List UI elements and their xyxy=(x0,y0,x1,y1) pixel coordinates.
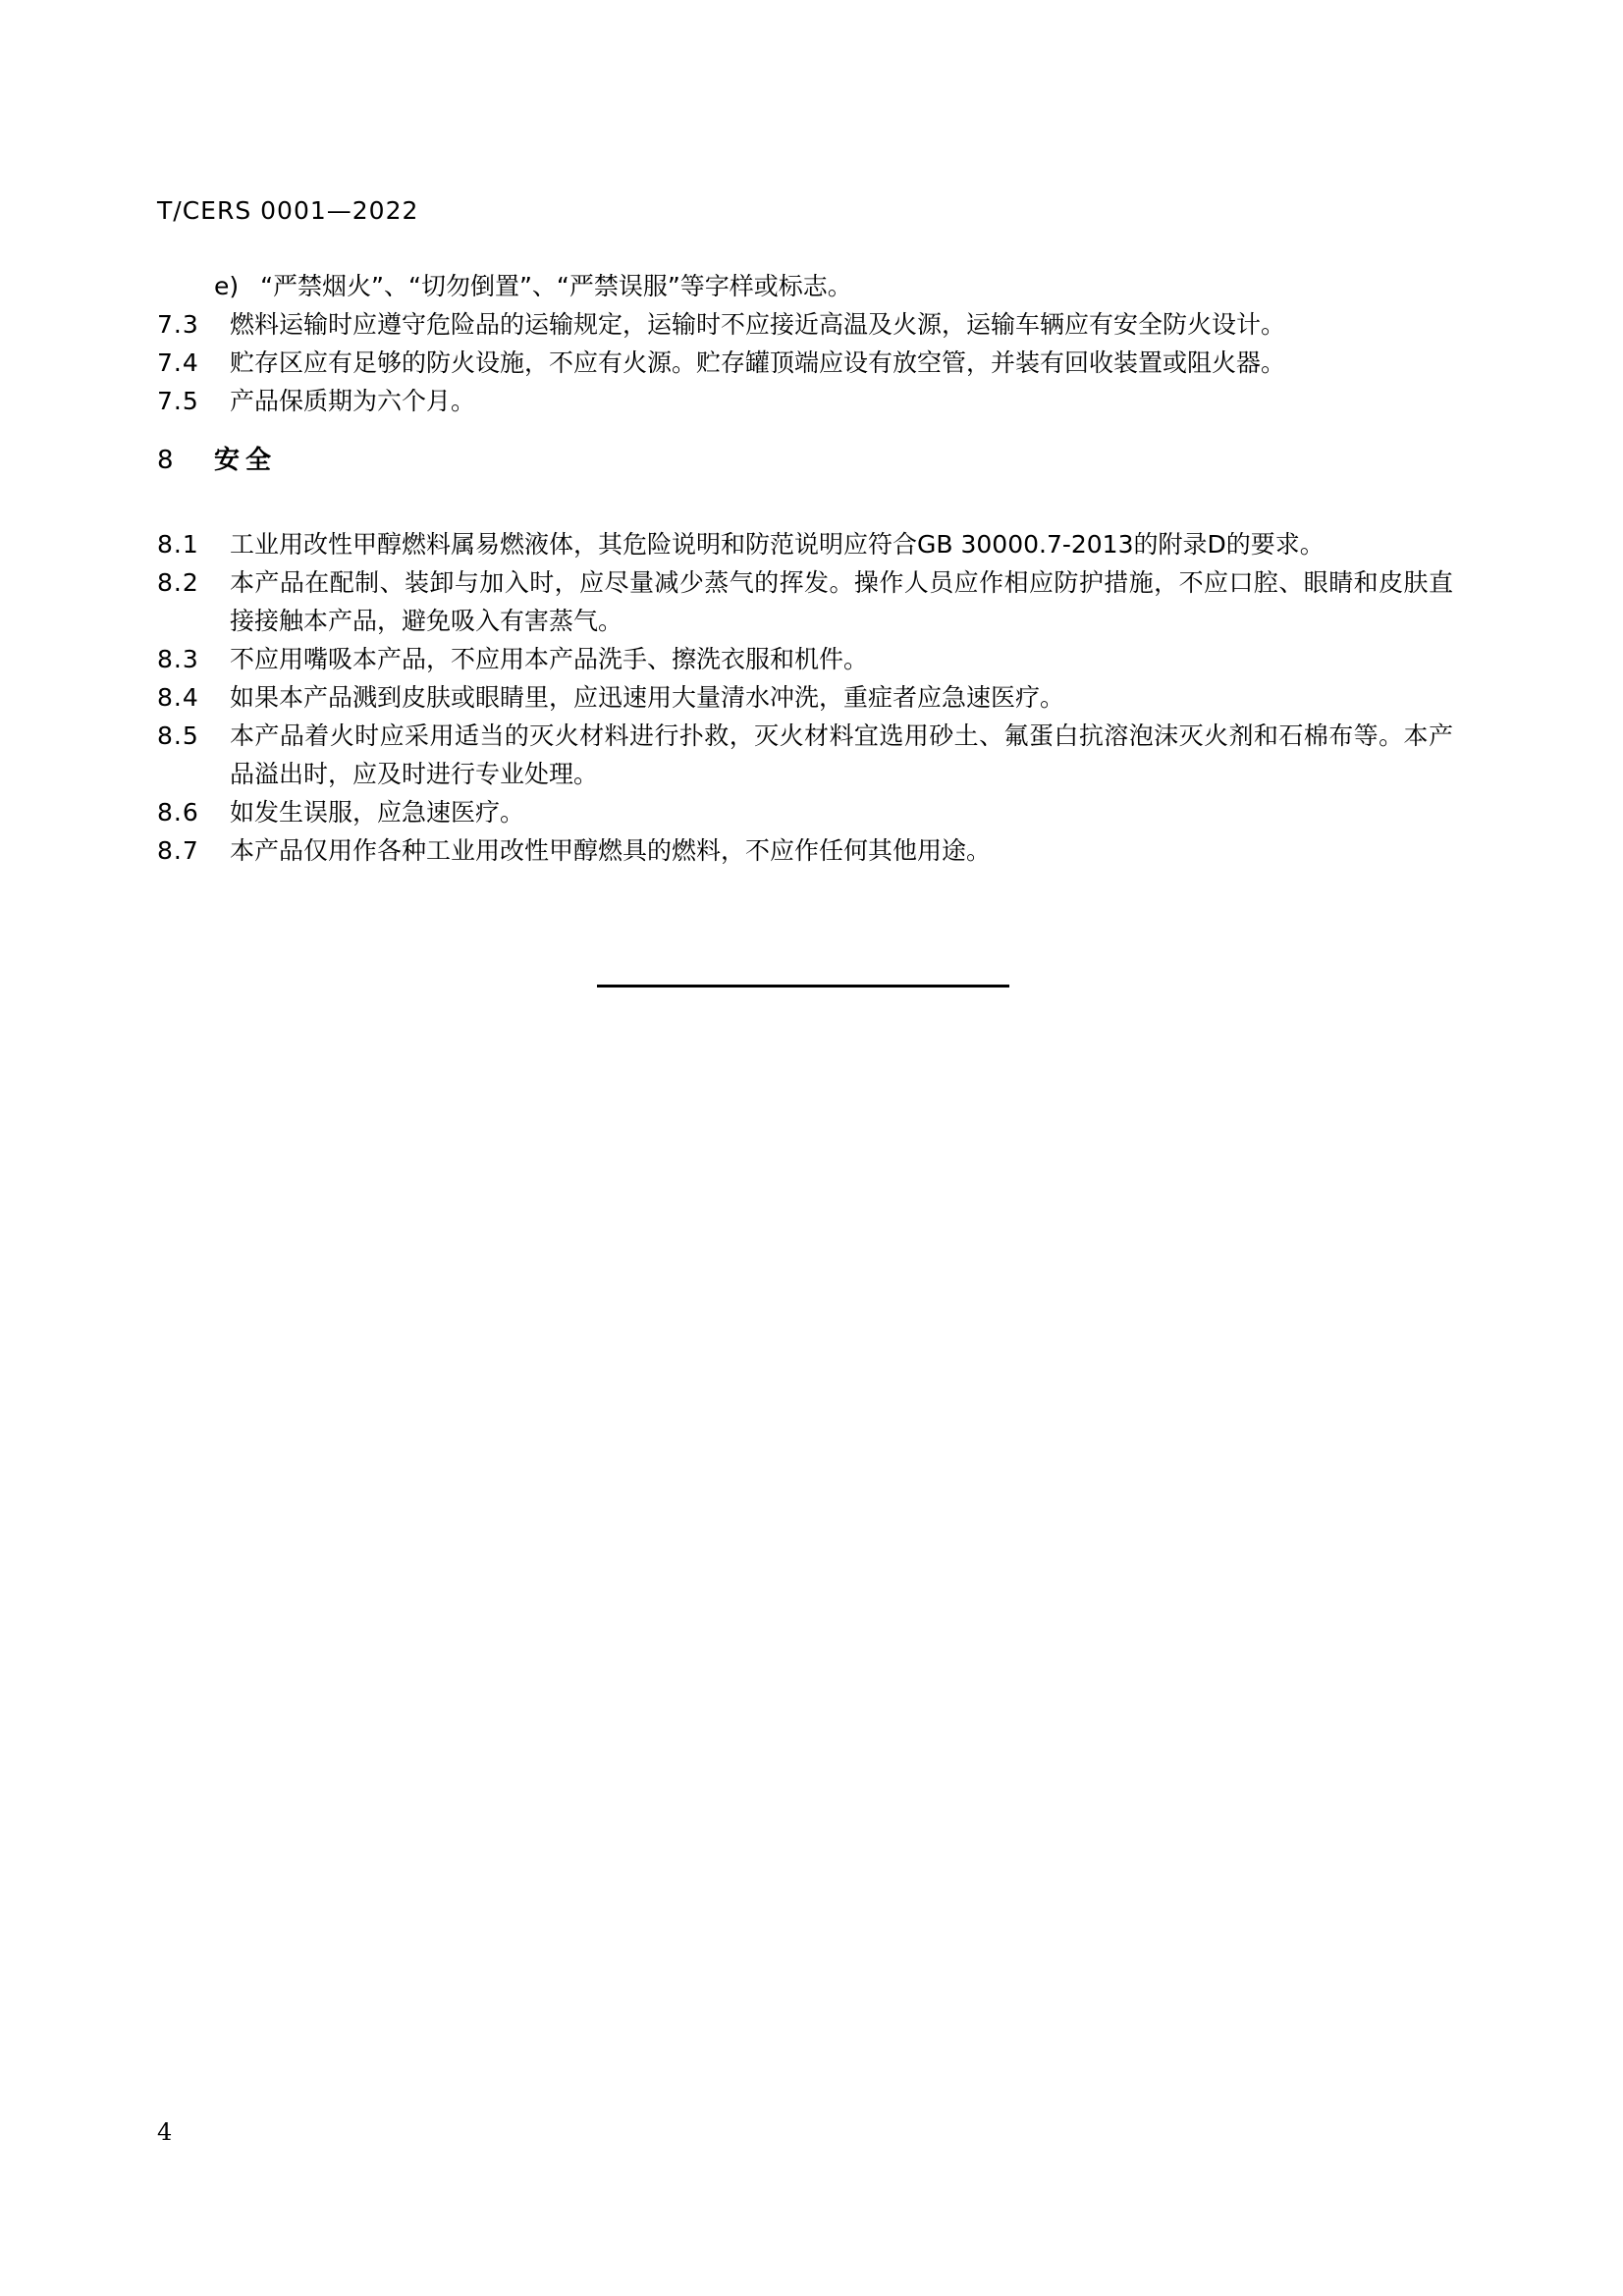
clause-text: 贮存区应有足够的防火设施，不应有火源。贮存罐顶端应设有放空管，并装有回收装置或阻火器。 xyxy=(230,348,1286,377)
clause-text: 工业用改性甲醇燃料属易燃液体，其危险说明和防范说明应符合GB 30000.7-2013的附录D的要求。 xyxy=(230,530,1325,559)
end-of-document-rule xyxy=(597,985,1009,988)
clause-text: 如发生误服，应急速医疗。 xyxy=(230,798,525,827)
clause-number: 7.3 xyxy=(157,310,199,339)
clause-number: 8.6 xyxy=(157,798,199,827)
clause-7-3 xyxy=(157,305,1453,344)
clause-8-4 xyxy=(157,678,1453,717)
clause-8-2 xyxy=(157,563,1453,640)
clause-8-5 xyxy=(157,717,1453,793)
clause-7-5 xyxy=(157,382,1453,420)
page-number: 4 xyxy=(157,2118,173,2146)
clause-number: 8.2 xyxy=(157,568,199,597)
clause-8-7 xyxy=(157,831,1453,870)
clause-text: 本产品在配制、装卸与加入时，应尽量减少蒸气的挥发。操作人员应作相应防护措施，不应口腔、眼睛和皮肤直接接触本产品，避免吸入有害蒸气。 xyxy=(230,568,1453,635)
clause-number: 8.5 xyxy=(157,721,199,750)
clause-number: 7.4 xyxy=(157,348,199,377)
clause-text: 燃料运输时应遵守危险品的运输规定，运输时不应接近高温及火源，运输车辆应有安全防火设计。 xyxy=(230,310,1286,339)
clause-8-6 xyxy=(157,793,1453,831)
sub-item-label: e) xyxy=(214,272,240,300)
sub-item-text: “严禁烟火”、“切勿倒置”、“严禁误服”等字样或标志。 xyxy=(260,272,852,300)
section-title: 安全 xyxy=(214,446,278,475)
clause-text: 本产品着火时应采用适当的灭火材料进行扑救，灭火材料宜选用砂土、氟蛋白抗溶泡沫灭火剂和石棉布等。本产品溢出时，应及时进行专业处理。 xyxy=(230,721,1453,788)
clause-text: 产品保质期为六个月。 xyxy=(230,387,476,415)
clause-8-1 xyxy=(157,525,1453,563)
section-heading-8 xyxy=(157,442,1453,480)
clause-number: 8.3 xyxy=(157,645,199,673)
clause-number: 8.1 xyxy=(157,530,199,559)
document-body xyxy=(157,267,1453,870)
clause-7-4 xyxy=(157,344,1453,382)
document-code: T/CERS 0001—2022 xyxy=(157,196,419,225)
section-number: 8 xyxy=(157,446,175,475)
clause-8-3 xyxy=(157,640,1453,678)
list-item-e xyxy=(157,267,1453,305)
clause-number: 7.5 xyxy=(157,387,199,415)
clause-text: 如果本产品溅到皮肤或眼睛里，应迅速用大量清水冲洗，重症者应急速医疗。 xyxy=(230,683,1065,712)
clause-number: 8.4 xyxy=(157,683,199,712)
clause-number: 8.7 xyxy=(157,836,199,865)
clause-text: 不应用嘴吸本产品，不应用本产品洗手、擦洗衣服和机件。 xyxy=(230,645,869,673)
clause-text: 本产品仅用作各种工业用改性甲醇燃具的燃料，不应作任何其他用途。 xyxy=(230,836,992,865)
